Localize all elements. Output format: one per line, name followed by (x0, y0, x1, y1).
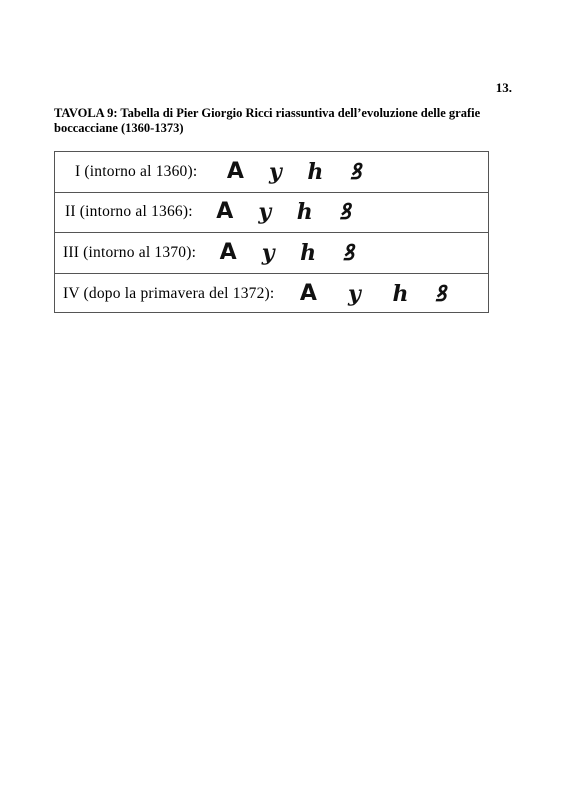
glyph-y: y (348, 280, 361, 307)
row-label: II (intorno al 1366): (65, 203, 193, 221)
row-label: IV (dopo la primavera del 1372): (63, 284, 275, 302)
glyph-sample-group (205, 200, 365, 224)
table-row (55, 152, 488, 193)
glyph-y: y (261, 239, 275, 266)
glyph-y: y (258, 199, 272, 226)
glyph-h: h (392, 280, 409, 307)
glyph-sample-group (215, 160, 375, 184)
table-row (55, 193, 488, 234)
page-number: 13. (495, 80, 512, 95)
glyph-a: A (226, 158, 244, 184)
glyph-h: h (307, 158, 324, 185)
glyph-abbreviation: ꝸ (338, 199, 351, 226)
glyph-abbreviation: ꝸ (342, 239, 354, 266)
glyph-h: h (300, 239, 317, 266)
table-row (55, 274, 488, 315)
glyph-abbreviation: ꝸ (434, 280, 447, 307)
glyph-a: A (216, 199, 234, 225)
glyph-a: A (299, 280, 317, 306)
row-label: I (intorno al 1360): (75, 162, 198, 180)
glyph-abbreviation: ꝸ (349, 158, 362, 185)
glyph-sample-group (288, 282, 460, 306)
glyph-a: A (219, 239, 237, 265)
glyph-h: h (296, 199, 313, 226)
glyph-sample-group (208, 241, 368, 265)
script-evolution-table (54, 151, 489, 313)
table-row (55, 233, 488, 274)
row-label: III (intorno al 1370): (63, 243, 197, 261)
table-caption: TAVOLA 9: Tabella di Pier Giorgio Ricci riassuntiva dell’evoluzione delle grafie boccacciane (1360-1373) (54, 106, 481, 135)
glyph-y: y (268, 158, 282, 185)
